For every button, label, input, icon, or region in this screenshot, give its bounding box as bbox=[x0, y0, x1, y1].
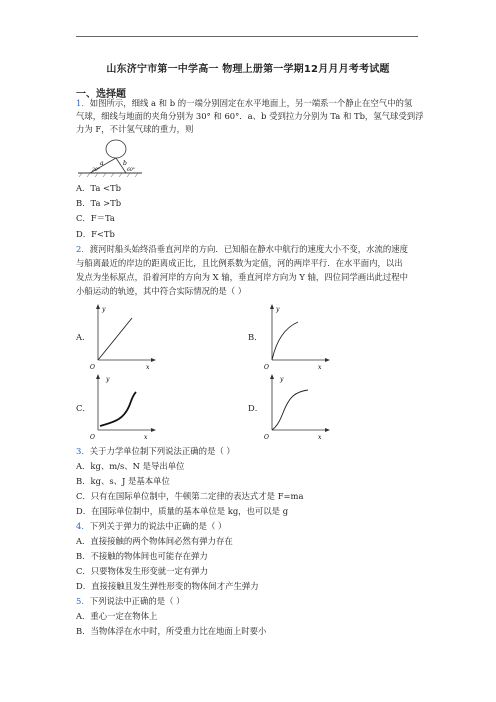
label-a: a bbox=[100, 160, 104, 167]
q2-line-3: 发点为坐标原点，沿着河岸的方向为 X 轴，垂直河岸方向为 Y 轴，四位同学画出此过程中 bbox=[76, 272, 409, 282]
graph-a bbox=[88, 302, 158, 372]
q2-choice-c[interactable]: C． bbox=[76, 403, 91, 413]
label-b: b bbox=[123, 160, 127, 167]
section-heading: 一、选择题 bbox=[76, 89, 126, 100]
page-title: 山东济宁市第一中学高一 物理上册第一学期12月月月考考试题 bbox=[106, 64, 390, 75]
graph-c-y-arrow bbox=[96, 374, 100, 379]
q3-option-b[interactable]: B．kg、s、J 是基本单位 bbox=[76, 476, 170, 486]
graph-c-y-label: y bbox=[106, 376, 110, 383]
q2-line-2: 与船离最近的岸边的距离成正比，且比例系数为定值，河的两岸平行．在水平面内，以出 bbox=[76, 258, 403, 268]
q3-stem bbox=[76, 446, 426, 457]
q3-option-d[interactable]: D．在国际单位制中，质量的基本单位是 kg，也可以是 g bbox=[76, 506, 289, 516]
q3-option-c[interactable]: C．只有在国际单位制中，牛顿第二定律的表达式才是 F=ma bbox=[76, 491, 304, 501]
q3-text: 关于力学单位制下列说法正确的是（ ） bbox=[89, 446, 235, 456]
graph-d bbox=[262, 372, 332, 442]
q2-choice-a[interactable]: A． bbox=[76, 332, 91, 342]
graph-a-y-arrow bbox=[96, 304, 100, 309]
q1-option-d[interactable]: D．F<Tb bbox=[76, 229, 115, 239]
graph-c-trajectory bbox=[100, 392, 136, 426]
q5-number: 5． bbox=[76, 596, 90, 606]
q2-text-1: 渡河时船头始终沿垂直河岸的方向．已知船在静水中航行的速度大小不变，水流的速度 bbox=[89, 244, 408, 254]
balloon bbox=[106, 140, 126, 158]
q1-line-3: 力为 F，不计氢气球的重力，则 bbox=[76, 124, 194, 134]
graph-c-x-label: x bbox=[144, 434, 148, 441]
q2-line-1 bbox=[76, 244, 426, 255]
q1-option-a[interactable]: A．Ta <Tb bbox=[76, 183, 121, 193]
graph-c bbox=[88, 372, 158, 442]
graph-b-origin: O bbox=[264, 364, 269, 371]
graph-a-x-label: x bbox=[146, 364, 150, 371]
graph-a-origin: O bbox=[90, 364, 95, 371]
q5-stem bbox=[76, 596, 426, 607]
q2-number: 2． bbox=[76, 244, 90, 254]
graph-d-origin: O bbox=[264, 434, 269, 441]
q5-text: 下列说法中正确的是（ ） bbox=[89, 596, 185, 606]
graph-d-x-label: x bbox=[318, 434, 322, 441]
graph-a-x-arrow bbox=[151, 358, 156, 362]
graph-b-x-arrow bbox=[325, 358, 330, 362]
q2-choice-d[interactable]: D． bbox=[248, 403, 264, 413]
q1-option-b[interactable]: B．Ta >Tb bbox=[76, 198, 122, 208]
q1-line-1 bbox=[76, 98, 426, 109]
q4-option-b[interactable]: B．不接触的物体间也可能存在弹力 bbox=[76, 551, 208, 561]
q3-number: 3． bbox=[76, 446, 90, 456]
graph-b-trajectory bbox=[272, 322, 298, 360]
ground-hatching bbox=[79, 173, 138, 177]
q3-option-a[interactable]: A．kg、m/s、N 是导出单位 bbox=[76, 461, 185, 471]
graph-d-y-label: y bbox=[280, 376, 284, 383]
q5-option-a[interactable]: A．重心一定在物体上 bbox=[76, 611, 158, 621]
graph-d-x-arrow bbox=[325, 428, 330, 432]
header-rule bbox=[76, 36, 418, 37]
q1-text-1: 如图所示，细线 a 和 b 的一端分别固定在水平地面上，另一端系一个静止在空气中的氢 bbox=[89, 98, 413, 108]
q4-option-c[interactable]: C．只要物体发生形变就一定有弹力 bbox=[76, 566, 209, 576]
angle-60: 60° bbox=[127, 168, 135, 173]
graph-c-origin: O bbox=[90, 434, 95, 441]
graph-c-x-arrow bbox=[151, 428, 156, 432]
q4-option-a[interactable]: A．直接接触的两个物体间必然有弹力存在 bbox=[76, 536, 233, 546]
graph-b bbox=[262, 302, 332, 372]
graph-b-y-label: y bbox=[276, 306, 280, 313]
graph-a-y-label: y bbox=[102, 306, 106, 313]
graph-b-x-label: x bbox=[318, 364, 322, 371]
graph-b-y-arrow bbox=[270, 304, 274, 309]
balloon-figure bbox=[76, 137, 146, 179]
q1-number: 1． bbox=[76, 98, 90, 108]
graph-d-trajectory bbox=[272, 390, 308, 430]
q1-option-c[interactable]: C．F＝Ta bbox=[76, 213, 115, 223]
q4-number: 4． bbox=[76, 521, 90, 531]
graph-d-y-arrow bbox=[270, 374, 274, 379]
q1-line-2: 气球，细线与地面的夹角分别为 30° 和 60°．a、b 受到拉力分别为 Ta 和 Tb，氢气球受到浮 bbox=[76, 111, 424, 121]
q4-stem bbox=[76, 521, 426, 532]
q5-option-b[interactable]: B．当物体浮在水中时，所受重力比在地面上时要小 bbox=[76, 626, 267, 636]
angle-30: 30° bbox=[92, 168, 100, 173]
q4-option-d[interactable]: D．直接接触且发生弹性形变的物体间才产生弹力 bbox=[76, 581, 259, 591]
q4-text: 下列关于弹力的说法中正确的是（ ） bbox=[89, 521, 227, 531]
q2-line-4: 小船运动的轨迹，其中符合实际情况的是（ ） bbox=[76, 286, 247, 296]
graph-a-trajectory bbox=[98, 318, 132, 360]
q2-choice-b[interactable]: B． bbox=[248, 332, 263, 342]
